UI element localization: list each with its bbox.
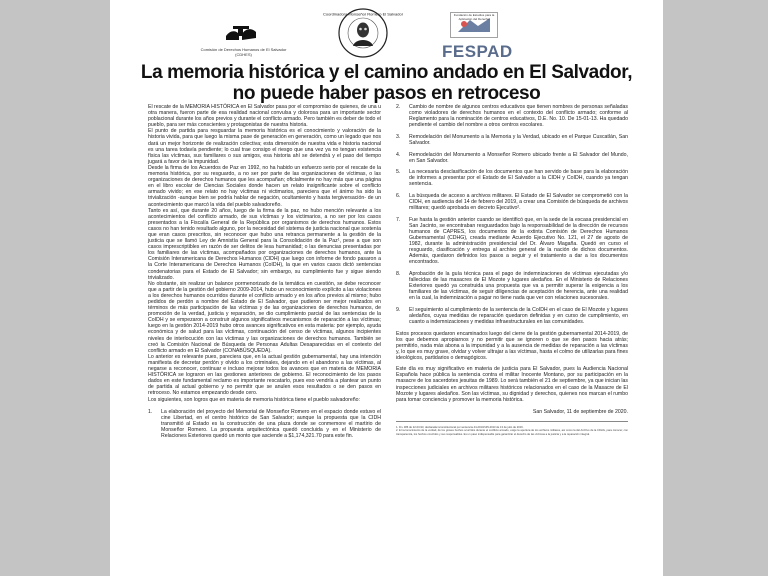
paragraph: No obstante, sin realizar un balance pormenorizado de la temática en cuestión, se debe reconocer que a partir de la gestión del gobierno 2009-2014, hubo un reconocimiento explícito a las violaciones a los derechos humanos ocurridos durante el conflicto armado y en los años previos al mismo; hubo pedidos de perdón a nombre del Estado de El Salvador, que pudieron ser mejor realizados en términos de más participación de las víctimas y de las organizaciones de derechos humanos, de promoción de la verdad, justicia y reparación, se dio cumplimiento parcial de las sentencias de la CoIDH y se empezaron a construir algunos significativos mecanismos de reparación a las víctimas; luego en la gestión 2014-2019 hubo otros avances significativos en esta materia: por ejemplo, ayuda económica y de salud para las víctimas, continuación del censo de víctimas, algunos incipientes niveles de interlocución con las víctimas y las organizaciones de derechos humanos. También se creó la Comisión Nacional de Búsqueda de Personas Adultas Desaparecidas en el contexto del conflicto armado en El Salvador (CONABÚSQUEDA). — [148, 280, 381, 354]
list-item — [396, 271, 628, 301]
headline — [110, 62, 663, 104]
list-item-text: La búsqueda de acceso a archivos militares. El Estado de El Salvador se comprometió con la CIDH, en audiencia del 14 de febrero del 2019, a crear una Comisión de búsqueda de archivos militares; quedó aprobada en decreto Ejecutivo². — [409, 193, 628, 212]
list-item-text: Cambio de nombre de algunos centros educativos que tienen nombres de personas señaladas como violadores de derechos humanos en el contexto del conflicto armado; conforme al Reglamento para la nominación de centros educativos, D.E. No. 10. De 15-01-13. Ha quedado pendiente el cambio del nombre a otros centros escolares. — [409, 104, 628, 129]
headline-line-1: La memoria histórica y el camino andado en El Salvador, — [140, 62, 633, 83]
list-item-number: 2. — [396, 104, 401, 110]
list-item — [396, 152, 628, 164]
list-item-number: 4. — [396, 151, 401, 158]
hands-emblem-icon — [224, 24, 258, 44]
list-item — [396, 104, 628, 128]
achievements-list — [148, 409, 381, 439]
date-line: San Salvador, 11 de septiembre de 2020. — [532, 408, 628, 415]
headline-line-2: no puede haber pasos en retroceso — [232, 83, 541, 104]
closing-paragraph: Este día es muy significativo en materia de justicia para El Salvador, pues la Audiencia Nacional Española hace pública la sentencia contra el militar Inocente Montano, por su participación en la masacre de los sacerdotes jesuitas de 1989. Lo será también el 21 de septiembre, ya que inician las inspecciones judiciales en archivos militares históricos relacionados en el caso de la Masacre de El Mozote y lugares aledaños. Son las víctimas, su dignidad y derechos, quienes nos marcan el rumbo para tomar conciencia y promover la memoria histórica. — [396, 366, 628, 403]
list-item-number: 3. — [396, 133, 401, 140]
list-item-number: 9. — [396, 307, 401, 314]
fespad-logo — [440, 12, 513, 67]
paragraph: Desde la firma de los Acuerdos de Paz en 1992, no ha habido un esfuerzo serio por el rescate de la memoria histórica, por su resguardo, a no ser por parte de las organizaciones de víctimas, o las organizaciones de derechos humanos que les acompañan; oficialmente no hay más que una página en el libro escolar de Ciencias Sociales donde hacen un relato insignificante sobre el conflicto armado vivido; en ese relato no hay víctimas ni victimarios, pareciera que el ánimo ha sido la trivialización -aunque bien se podría hablar de negación, ocultamiento y hasta tergiversación- de un acontecimiento que marcó la vida del pueblo salvadoreño. — [148, 164, 381, 208]
paragraph: Lo anterior es relevante pues, pareciera que, en la actual gestión gubernamental, hay una intención manifiesta de decretar perdón y olvido a los criminales, dejando en el abandono a las víctimas, al negarse a reconocer, continuar e incluso mejorar todos los avances que en materia de MEMORIA HISTÓRICA se lograron en las gestiones anteriores de gobierno. El reconocimiento de los pasos dados en este fundamental reclamo es importante rescatarlo, pues eso vendría a plantear un punto de partida al actual gobierno y no permitir que se anulen esos resultados o se den pasos en retroceso. No estamos empezando desde cero. — [148, 353, 381, 397]
right-column — [396, 104, 628, 436]
list-item — [148, 409, 381, 439]
list-item-number: 7. — [396, 216, 401, 223]
list-item — [396, 307, 628, 325]
list-item — [396, 193, 628, 211]
list-item — [396, 217, 628, 266]
newspaper-page — [110, 0, 663, 576]
list-item — [396, 169, 628, 187]
closing-paragraph: Estos procesos quedaron encaminados luego del cierre de la gestión gubernamental 2014-2019, de los que debemos apropiarnos y no permitir que se ignoren o que se den pasos hacia atrás; permitirlo, nada más abona a la impunidad y a la ausencia de medidas de reparación a las víctimas y, lo que es muy grave, olvidar y volver ultrajar a las víctimas, hasta el colmo de utilizarlas para fines ideológicos, partidarios o demagógicos. — [396, 330, 628, 362]
list-item-text: La elaboración del proyecto del Memorial de Monseñor Romero en el espacio donde estuvo el cine Libertad, en el centro histórico de San Salvador; aunque la propuesta que la CIDH transmitió al Estado es la construcción de una plaza donde se conmemore el martirio de Monseñor Romero. La propuesta arquitectónica quedó concluida y en el Ministerio de Relaciones Exteriores quedó un monto que asciende a $1,174,321.70 para este fin. — [161, 408, 381, 439]
footnote: 2. El reconocimiento de la verdad, de los graves hechos ocurridos durante el conflicto armado, exige la apertura de los archivos militares, así como la del Archivo de la CDHG, para conocer, con transparencia, los hechos ocurridos y sus responsables. Es un paso indispensable para garantizar el derecho de las víctimas a la justicia y a la reparación integral. — [396, 429, 628, 436]
list-item-text: La necesaria desclasificación de los documentos que han servido de base para la elaboración de informes a presentar por el Estado de El Salvador a la CIDH y CoIDH, cuando ya tengan sentencia. — [409, 169, 628, 188]
left-column — [148, 104, 381, 445]
list-item — [396, 134, 628, 146]
list-item-number: 8. — [396, 271, 401, 278]
paragraph: Los siguientes, son logros que en materia de memoria histórica tiene el pueblo salvadoreño: — [148, 396, 360, 403]
list-item-text: El seguimiento al cumplimiento de la sentencia de la CoIDH en el caso de El Mozote y lugares aledaños, cuyas medidas de reparación quedaron definidas y en curso de cumplimiento, en cuanto a indemnizaciones y medidas infraestructurales en las comunidades. — [409, 307, 628, 326]
list-item-text: Aprobación de la guía técnica para el pago de indemnizaciones de víctimas ejecutadas y/o fallecidas de las masacres de El Mozote y lugares aledaños. En el Ministerio de Relaciones Exteriores quedó ya construida una propuesta que va a permitir superar la exigencia a los familiares de las víctimas, de seguir diligencias de aceptación de herencia, ante una realidad en la cual, la indemnización a pagar no tiene nada que ver con relaciones sucesorales. — [409, 271, 628, 302]
list-item-number: 1. — [148, 408, 153, 415]
romero-portrait-icon — [322, 8, 404, 58]
paragraph: Tanto es así, que durante 20 años, luego de la firma de la paz, no hubo mención relevante a los acontecimientos del conflicto armado, de sus víctimas y los victimarios, a no ser por los casos presentados a la Fiscalía General de la República por organismos de derechos humanos. Estos casos no han tenido resultado alguno, por la necesidad del sistema de justicia nacional que sostenía que eran casos prescritos, sin reconocer que hubo una retranca permanente a la gestión de la justicia que se llamó Ley de Amnistía General para la Consolidación de la Paz¹, pese a que son casos imprescriptibles en razón de ser delitos de lesa humanidad; o las denuncias presentadas por los familiares de las víctimas, acompañados por organizaciones de derechos humanos, ante la Comisión Interamericana de Derechos Humanos (CIDH) que luego con informe de fondo pasaron a la Corte Interamericana de Derechos Humanos (CoIDH), la que en varios casos dictó sentencias condenatorias para el Estado de El Salvador; sin embargo, su cumplimiento fue y sigue siendo trivializado. — [148, 207, 381, 281]
list-item-number: 6. — [396, 193, 401, 200]
list-item-text: Remodelación del Monumento a Monseñor Romero ubicado frente a El Salvador del Mundo, en San Salvador. — [409, 151, 628, 164]
romero-logo-text: Coordinadora Monseñor Romero El Salvador — [322, 11, 404, 17]
paragraph: El rescate de la MEMORIA HISTÓRICA en El Salvador pasa por el compromiso de quienes, de una u otra manera, fueron parte de esa realidad nacional convulsa y dolorosa para un importante sector poblacional durante los años previos y durante el conflicto armado. Pero también es deber de todo el pueblo, para ser más conscientes y protagonistas de nuestra historia. — [148, 104, 381, 129]
cdhes-caption: Comisión de Derechos Humanos de El Salvador (CDHES) — [200, 47, 287, 57]
fespad-wordmark: FESPAD — [442, 42, 513, 61]
paragraph: El punto de partida para resguardar la memoria histórica es el conocimiento y valoración de la historia vivida, para que luego la misma pase de generación en generación, como un legado que nos dará un mejor horizonte de realización colectiva; esta dimensión de nuestra vida e historia nacional es una tarea todavía pendiente; lo cual trae consigo el riesgo que una vez ya no tengan existencia física las víctimas, sus familiares o sus amigos, esa historia ahí se detendrá y el paso del tiempo jugará a favor de la impunidad. — [148, 128, 381, 165]
footnote: 1. D.L 486 de 22-03-93, declarada inconstitucional por sentencia 44-2013/145-2013 de 13 de julio de 2016. — [396, 425, 524, 429]
footnote-divider — [396, 421, 628, 422]
list-item-number: 5. — [396, 169, 401, 176]
coordinadora-romero-logo — [322, 0, 404, 58]
achievements-list-continued — [396, 104, 628, 325]
fespad-caption: Fundación de Estudios para la Aplicación del Derecho — [453, 13, 495, 21]
list-item-text: Fue hasta la gestión anterior cuando se identificó que, en la sede de la excasa presidencial en San Jacinto, se encontraban resguardados bajo la responsabilidad de la dirección de recursos humanos de CAPRES, los documentos de la extinta Comisión de Derechos Humanos Gubernamental (CDHG), creada mediante Acuerdo Ejecutivo No. 121, el 27 de agosto de 1982, durante la administración presidencial del Dr. Álvaro Magaña. Quedó en curso el resguardo, clasificación y entrega al archivo general de la nación de dichos documentos. Además, quedaron definidos los pasos a seguir y el tratamiento a dar a los documentos encontrados. — [409, 216, 628, 266]
list-item-text: Remodelación del Monumento a la Memoria y la Verdad, ubicado en el Parque Cuscatlán, San Salvador. — [409, 133, 628, 146]
